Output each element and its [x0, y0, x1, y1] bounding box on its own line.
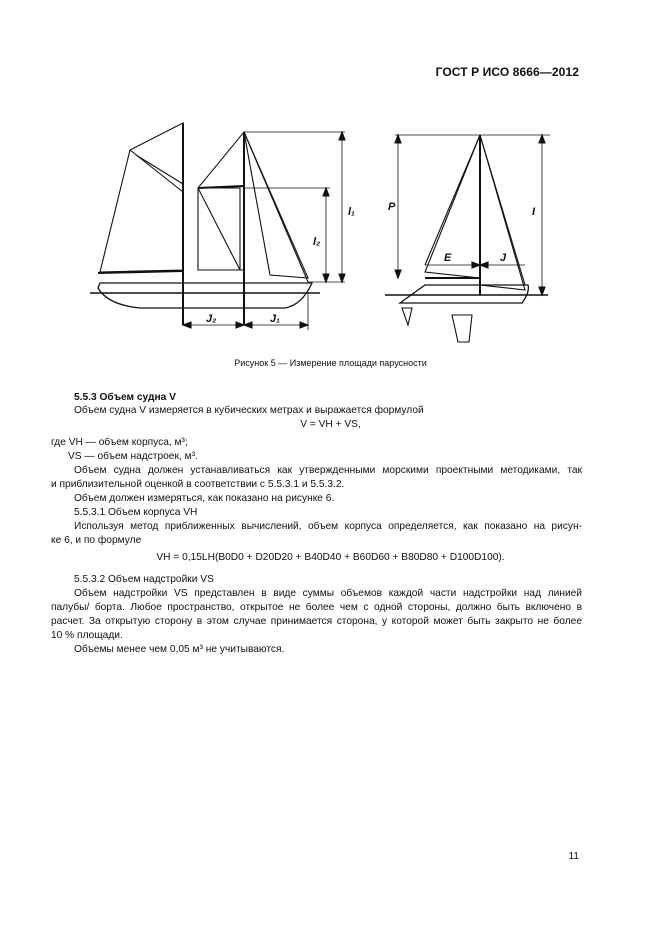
- right-mainsail: [425, 135, 480, 278]
- label-i: I: [532, 206, 536, 218]
- right-keel: [452, 315, 472, 342]
- closing-note: Объемы менее чем 0,05 м³ не учитываются.: [74, 644, 285, 655]
- subsection-2-line-3: расчет. За открытую сторону в этом случае принимается сторона, у которой может быть закрыто не более: [51, 616, 582, 627]
- label-j: J: [500, 252, 507, 264]
- subsection-1-line-1: Используя метод приближенных вычислений, объем корпуса определяется, как показано на рисун-: [74, 521, 582, 532]
- left-hull: [98, 283, 312, 308]
- paragraph-1-line-2: и приблизительной оценкой в соответствии с 5.5.3.1 и 5.5.3.2.: [51, 479, 345, 490]
- intro-text: Объем судна V измеряется в кубических метрах и выражается формулой: [74, 405, 424, 416]
- left-main-gaff-sail: [100, 123, 183, 272]
- subsection-1-line-2: ке 6, и по формуле: [51, 535, 142, 546]
- label-j1: J₁: [270, 313, 280, 325]
- section-heading: 5.5.3 Объем судна V: [74, 392, 176, 403]
- subsection-2-title: 5.5.3.2 Объем надстройки VS: [74, 574, 214, 585]
- paragraph-2: Объем должен измеряться, как показано на рисунке 6.: [74, 493, 335, 504]
- definition-superstructure: VS — объем надстроек, м³.: [68, 451, 198, 462]
- sail-area-figure: [80, 120, 560, 345]
- document-id: ГОСТ Р ИСО 8666—2012: [435, 65, 579, 79]
- definition-hull: где VН — объем корпуса, м³;: [51, 437, 188, 448]
- subsection-2-line-2: палубы/ борта. Любое пространство, открытое не более чем с одной стороны, должно быть включено в: [51, 602, 582, 613]
- subsection-2-line-4: 10 % площади.: [51, 630, 123, 641]
- label-j2: J₂: [206, 313, 217, 325]
- formula-hull-volume: VH = 0,15LH(B0D0 + D20D20 + B40D40 + B60D60 + B80D80 + D100D100).: [156, 552, 505, 563]
- subsection-1-title: 5.5.3.1 Объем корпуса VН: [74, 507, 198, 518]
- label-p: P: [388, 201, 396, 213]
- page-number: 11: [568, 851, 579, 862]
- label-l1: l₁: [348, 206, 355, 218]
- label-l2: l₂: [313, 236, 321, 248]
- figure-caption: Рисунок 5 — Измерение площади парусности: [234, 358, 427, 368]
- label-e: E: [444, 252, 452, 264]
- subsection-2-line-1: Объем надстройки VS представлен в виде суммы объемов каждой части надстройки над линией: [74, 588, 582, 599]
- paragraph-1-line-1: Объем судна должен устанавливаться как утвержденными морскими проектными методиками, так: [74, 465, 582, 476]
- right-rudder: [402, 308, 412, 325]
- formula-volume: V = VH + VS,: [300, 419, 361, 430]
